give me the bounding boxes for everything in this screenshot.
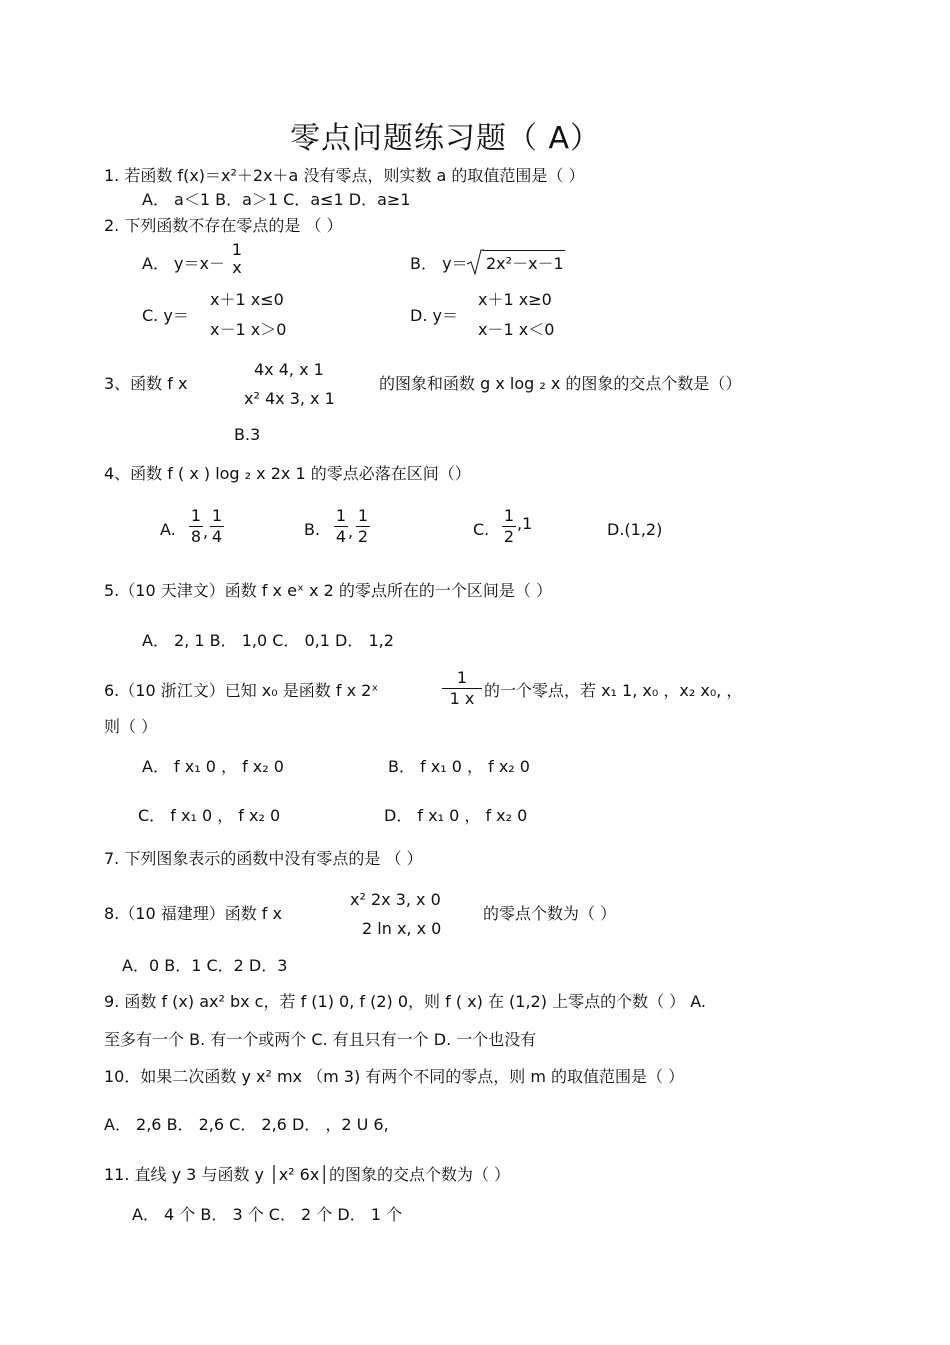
question-8-options: A．0 B．1 C．2 D．3 bbox=[122, 956, 288, 975]
question-11-options: A． 4 个 B． 3 个 C． 2 个 D． 1 个 bbox=[132, 1205, 403, 1224]
fraction-numerator: 1 bbox=[231, 240, 243, 259]
fraction-numerator: 1 bbox=[503, 506, 515, 525]
question-11: 11. 直线 y 3 与函数 y │x² 6x│的图象的交点个数为（ ） bbox=[104, 1165, 511, 1184]
question-9-line2: 至多有一个 B. 有一个或两个 C. 有且只有一个 D. 一个也没有 bbox=[104, 1030, 537, 1049]
page-title: 零点问题练习题（ A） bbox=[290, 121, 602, 156]
question-9-line1: 9. 函数 f (x) ax² bx c，若 f (1) 0, f (2) 0，则 f ( x) 在 (1,2) 上零点的个数（ ） A. bbox=[104, 992, 706, 1011]
question-6-option-b: B． f x₁ 0 ， f x₂ 0 bbox=[388, 757, 530, 776]
question-2-option-b-radicand: 2x²－x－1 bbox=[486, 254, 564, 273]
question-4-option-a-fraction-2 bbox=[210, 508, 224, 545]
question-2-option-d-label: D. y＝ bbox=[410, 306, 458, 325]
question-3-answer: B.3 bbox=[234, 425, 261, 444]
fraction-numerator: 1 bbox=[357, 506, 369, 525]
question-3-suffix: 的图象和函数 g x log ₂ x 的图象的交点个数是（） bbox=[379, 374, 742, 393]
fraction-denominator: x bbox=[232, 258, 242, 277]
question-10: 10．如果二次函数 y x² mx （m 3) 有两个不同的零点，则 m 的取值范围是（ ） bbox=[104, 1067, 685, 1086]
question-8-piece-row2: 2 ln x, x 0 bbox=[362, 919, 442, 938]
question-4: 4、函数 f ( x ) log ₂ x 2x 1 的零点必落在区间（） bbox=[104, 464, 471, 483]
question-8-suffix: 的零点个数为（ ） bbox=[483, 904, 617, 923]
question-3-piece-row1: 4x 4, x 1 bbox=[254, 360, 324, 379]
fraction-numerator: 1 bbox=[211, 506, 223, 525]
question-6-prefix: 6.（10 浙江文）已知 x₀ 是函数 f x 2ˣ bbox=[104, 681, 379, 700]
question-2-option-c-label: C. y＝ bbox=[142, 306, 189, 325]
question-5-options: A． 2, 1 B． 1,0 C． 0,1 D． 1,2 bbox=[142, 631, 394, 650]
question-4-option-b-label: B. bbox=[304, 520, 321, 539]
fraction-denominator: 4 bbox=[211, 527, 223, 546]
question-6-fraction bbox=[442, 670, 482, 707]
fraction-numerator: 1 bbox=[456, 668, 468, 687]
question-8-piece-row1: x² 2x 3, x 0 bbox=[350, 890, 441, 909]
question-7: 7. 下列图象表示的函数中没有零点的是 （ ） bbox=[104, 849, 423, 868]
question-2-option-c-row2: x－1 x＞0 bbox=[210, 320, 287, 339]
fraction-denominator: 1 x bbox=[449, 689, 475, 708]
question-4-option-a-fraction-1 bbox=[189, 508, 203, 545]
question-4-option-c-fraction bbox=[502, 508, 516, 545]
question-4-option-b-fraction-2 bbox=[356, 508, 370, 545]
fraction-numerator: 1 bbox=[190, 506, 202, 525]
sqrt-overline bbox=[483, 250, 565, 251]
question-1-options: A． a＜1 B．a＞1 C．a≤1 D．a≥1 bbox=[142, 190, 411, 209]
fraction-denominator: 4 bbox=[335, 527, 347, 546]
fraction-denominator: 2 bbox=[503, 527, 515, 546]
question-2-option-b-label: B． y＝ bbox=[410, 254, 468, 273]
question-2: 2. 下列函数不存在零点的是 （ ） bbox=[104, 216, 343, 235]
question-3-piece-row2: x² 4x 3, x 1 bbox=[244, 389, 335, 408]
question-2-option-a-fraction bbox=[230, 242, 244, 276]
question-1: 1. 若函数 f(x)＝x²＋2x＋a 没有零点，则实数 a 的取值范围是（ ） bbox=[104, 166, 585, 185]
question-6-line2: 则（ ） bbox=[104, 717, 158, 736]
comma: , bbox=[348, 522, 354, 541]
question-6-suffix: 的一个零点，若 x₁ 1, x₀ ，x₂ x₀, ， bbox=[484, 681, 743, 700]
question-10-options: A． 2,6 B． 2,6 C． 2,6 D． ，2 U 6, bbox=[104, 1115, 389, 1134]
question-8-prefix: 8.（10 福建理）函数 f x bbox=[104, 904, 282, 923]
question-6-option-a: A． f x₁ 0 ， f x₂ 0 bbox=[142, 757, 284, 776]
comma: , bbox=[203, 522, 209, 541]
question-3-prefix: 3、函数 f x bbox=[104, 374, 188, 393]
question-4-option-b-fraction-1 bbox=[334, 508, 348, 545]
question-6-option-d: D． f x₁ 0 ， f x₂ 0 bbox=[384, 806, 528, 825]
fraction-denominator: 8 bbox=[190, 527, 202, 546]
question-2-option-d-row1: x＋1 x≥0 bbox=[478, 290, 552, 309]
question-4-option-c-tail: ,1 bbox=[517, 514, 533, 533]
question-4-option-d: D.(1,2) bbox=[607, 520, 663, 539]
sqrt-icon bbox=[466, 248, 484, 276]
question-4-option-c-label: C. bbox=[473, 520, 490, 539]
question-5: 5.（10 天津文）函数 f x eˣ x 2 的零点所在的一个区间是（ ） bbox=[104, 581, 553, 600]
question-6-option-c: C． f x₁ 0 ， f x₂ 0 bbox=[138, 806, 281, 825]
fraction-numerator: 1 bbox=[335, 506, 347, 525]
fraction-denominator: 2 bbox=[357, 527, 369, 546]
question-2-option-c-row1: x＋1 x≤0 bbox=[210, 290, 284, 309]
question-2-option-d-row2: x－1 x＜0 bbox=[478, 320, 555, 339]
question-4-option-a-label: A. bbox=[160, 520, 176, 539]
question-2-option-a-label: A． y＝x－ bbox=[142, 254, 225, 273]
